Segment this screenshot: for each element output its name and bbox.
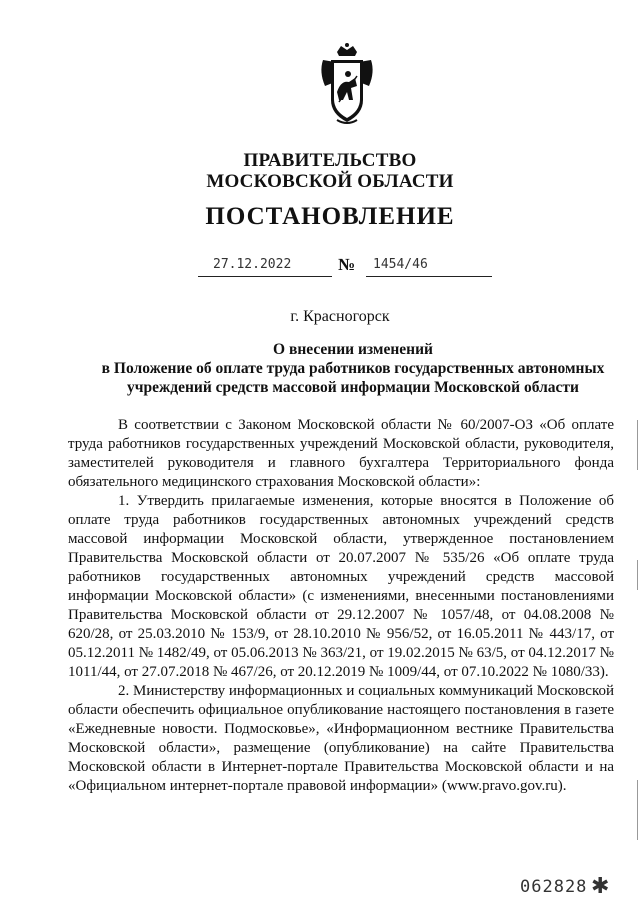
scan-edge-mark <box>637 560 638 590</box>
document-number: 1454/46 <box>373 257 428 272</box>
document-type: ПОСТАНОВЛЕНИЕ <box>205 203 455 230</box>
number-sign: № <box>338 255 356 274</box>
government-name-line2: МОСКОВСКОЙ ОБЛАСТИ <box>206 171 454 192</box>
subject-line2: в Положение об оплате труда работников государственных автономных <box>101 360 605 377</box>
coat-of-arms-icon <box>315 42 379 126</box>
preamble-paragraph: В соответствии с Законом Московской области № 60/2007-ОЗ «Об оплате труда работников государственных учреждений Московской области, руководителя, заместителей руководителя и главного бухгалтера Территориального фонда обязательного медицинского страхования Московской области»: <box>68 417 614 490</box>
subject-line3: учреждений средств массовой информации Московской области <box>127 379 579 396</box>
subject-line1: О внесении изменений <box>273 341 433 358</box>
scan-edge-mark <box>637 420 638 470</box>
serial-number: 062828 <box>520 877 588 897</box>
document-date: 27.12.2022 <box>213 257 292 272</box>
document-subject <box>88 340 618 397</box>
city: г. Красногорск <box>290 308 390 325</box>
paragraph-1: 1. Утвердить прилагаемые изменения, которые вносятся в Положение об оплате труда работников государственных автономных учреждений средств массовой информации Московской области, утвержденное постановлением Правительства Московской области от 20.07.2007 № 535/26 «Об оплате труда работников государственных автономных учреждений средств массовой информации Московской области» (с изменениями, внесенными постановлениями Правительства Московской области от 29.12.2007 № 1057/48, от 04.08.2008 № 620/28, от 25.03.2010 № 153/9, от 28.10.2010 № 956/52, от 16.05.2011 № 443/17, от 05.12.2011 № 1482/49, от 05.06.2013 № 363/21, от 19.02.2015 № 63/5, от 04.12.2017 № 1011/44, от 27.07.2018 № 467/26, от 20.12.2019 № 1009/44, от 07.10.2022 № 1080/33). <box>68 493 614 680</box>
government-name-line1: ПРАВИТЕЛЬСТВО <box>243 150 417 171</box>
document-body <box>68 416 614 796</box>
scan-edge-mark <box>637 780 638 840</box>
star-icon: ✱ <box>591 874 610 899</box>
paragraph-2: 2. Министерству информационных и социальных коммуникаций Московской области обеспечить официальное опубликование настоящего постановления в газете «Ежедневные новости. Подмосковье», «Информационном вестнике Правительства Московской области», размещение (опубликование) на сайте Правительства Московской области в Интернет-портале Правительства Московской области и на «Официальном интернет-портале правовой информации» (www.pravo.gov.ru). <box>68 683 614 794</box>
